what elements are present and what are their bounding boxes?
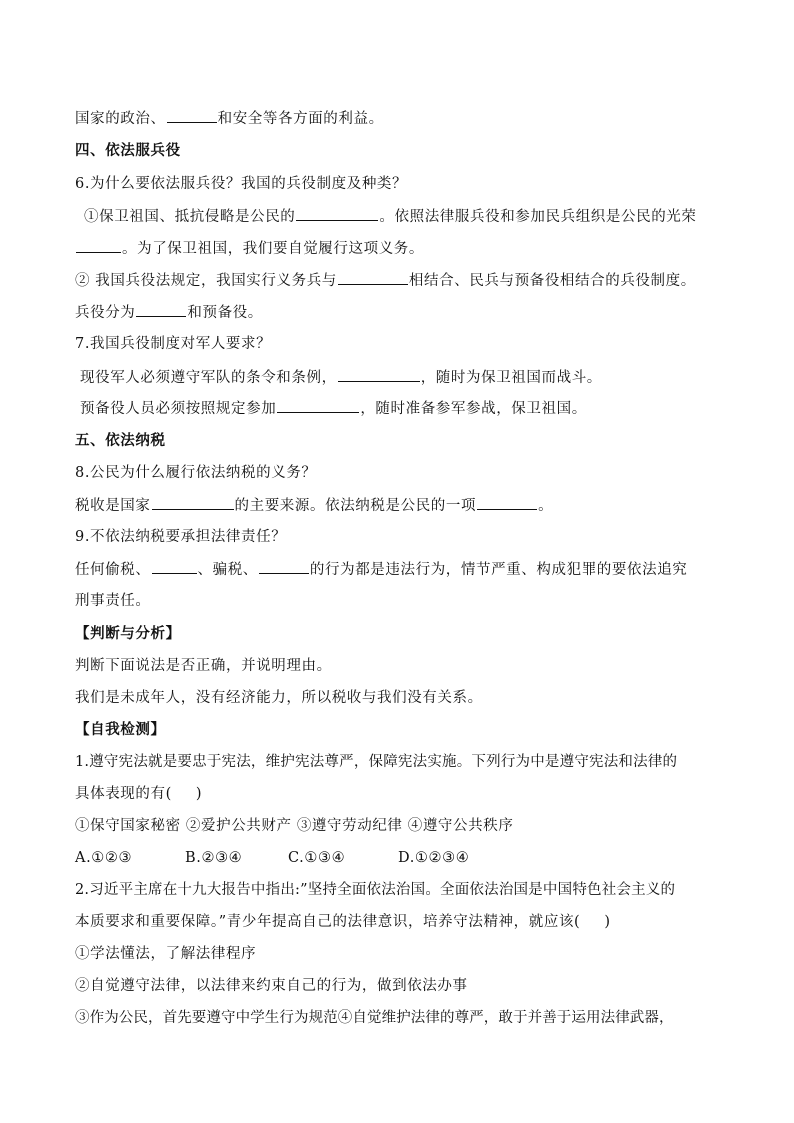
text: 和安全等各方面的利益。 <box>217 111 384 127</box>
fill-blank <box>477 495 537 510</box>
text: 兵役分为 <box>75 305 136 321</box>
fill-blank <box>277 398 359 413</box>
fill-blank <box>136 302 186 317</box>
text-line <box>75 270 735 291</box>
text: 相结合、民兵与预备役相结合的兵役制度。 <box>408 273 696 289</box>
text-line <box>80 398 740 419</box>
option-d: D.①②③④ <box>398 850 470 866</box>
text: ①保卫祖国、抵抗侵略是公民的 <box>84 209 296 225</box>
text-line <box>84 206 744 227</box>
text-line <box>75 559 735 580</box>
statement: ①学法懂法，了解法律程序 <box>75 946 257 962</box>
fill-blank <box>167 108 217 123</box>
section-heading: 【判断与分析】 <box>75 625 181 642</box>
text: ② 我国兵役法规定，我国实行义务兵与 <box>75 273 337 289</box>
statement: ②自觉遵守法律，以法律来约束自己的行为，做到依法办事 <box>75 978 468 994</box>
text: 具体表现的有( <box>75 786 172 802</box>
text: 现役军人必须遵守军队的条令和条例， <box>80 370 337 386</box>
text-line <box>75 302 735 323</box>
fill-blank <box>338 367 420 382</box>
text-line <box>80 367 740 388</box>
text: 税收是国家 <box>75 498 151 514</box>
text-line <box>75 495 735 516</box>
text: 和预备役。 <box>187 305 263 321</box>
text: 、骗税、 <box>197 562 258 578</box>
fill-blank <box>259 559 309 574</box>
question-line <box>75 912 735 932</box>
text: 。依照法律服兵役和参加民兵组织是公民的光荣 <box>379 209 697 225</box>
option-b: B.②③④ <box>185 850 243 866</box>
fill-blank <box>338 270 408 285</box>
answer-options <box>75 848 735 868</box>
text: ，随时为保卫祖国而战斗。 <box>420 370 602 386</box>
text: 本质要求和重要保障。”青少年提高自己的法律意识，培养守法精神，就应该( <box>75 914 581 930</box>
text: 预备役人员必须按照规定参加 <box>80 401 277 417</box>
section-heading: 【自我检测】 <box>75 721 166 738</box>
question: 7.我国兵役制度对军人要求？ <box>75 336 272 352</box>
option-a: A.①②③ <box>75 850 133 866</box>
text-line: 判断下面说法是否正确，并说明理由。 <box>75 658 332 674</box>
fill-blank <box>152 559 197 574</box>
option-c: C.①③④ <box>288 850 346 866</box>
statement: ③作为公民，首先要遵守中学生行为规范④自觉维护法律的尊严，敢于并善于运用法律武器， <box>75 1010 674 1026</box>
question: 9.不依法纳税要承担法律责任？ <box>75 529 287 545</box>
text-line: 刑事责任。 <box>75 593 151 609</box>
text: 的行为都是违法行为，情节严重、构成犯罪的要依法追究 <box>309 562 688 578</box>
question: 8.公民为什么履行依法纳税的义务？ <box>75 465 317 481</box>
text: ，随时准备参军参战，保卫祖国。 <box>360 401 587 417</box>
text: 的主要来源。依法纳税是公民的一项 <box>234 498 477 514</box>
text-line <box>75 108 735 129</box>
section-heading: 五、依法纳税 <box>75 432 166 449</box>
question: 1.遵守宪法就是要忠于宪法，维护宪法尊严，保障宪法实施。下列行为中是遵守宪法和法律的 <box>75 754 678 770</box>
text: 。为了保卫祖国，我们要自觉履行这项义务。 <box>122 241 424 257</box>
text: ) <box>195 786 203 802</box>
question: 2.习近平主席在十九大报告中指出:”坚持全面依法治国。全面依法治国是中国特色社会主义的 <box>75 882 676 898</box>
section-heading: 四、依法服兵役 <box>75 142 181 159</box>
text: 。 <box>538 498 554 514</box>
question: 6.为什么要依法服兵役？我国的兵役制度及种类？ <box>75 176 408 192</box>
text-line <box>75 238 735 259</box>
text: ) <box>604 914 611 930</box>
question-line <box>75 784 735 804</box>
fill-blank <box>152 495 234 510</box>
fill-blank <box>76 238 121 253</box>
fill-blank <box>296 206 378 221</box>
text-line: 我们是未成年人，没有经济能力，所以税收与我们没有关系。 <box>75 690 483 706</box>
text: 国家的政治、 <box>75 111 166 127</box>
statement-list: ①保守国家秘密 ②爱护公共财产 ③遵守劳动纪律 ④遵守公共秩序 <box>75 818 514 834</box>
text: 任何偷税、 <box>75 562 151 578</box>
